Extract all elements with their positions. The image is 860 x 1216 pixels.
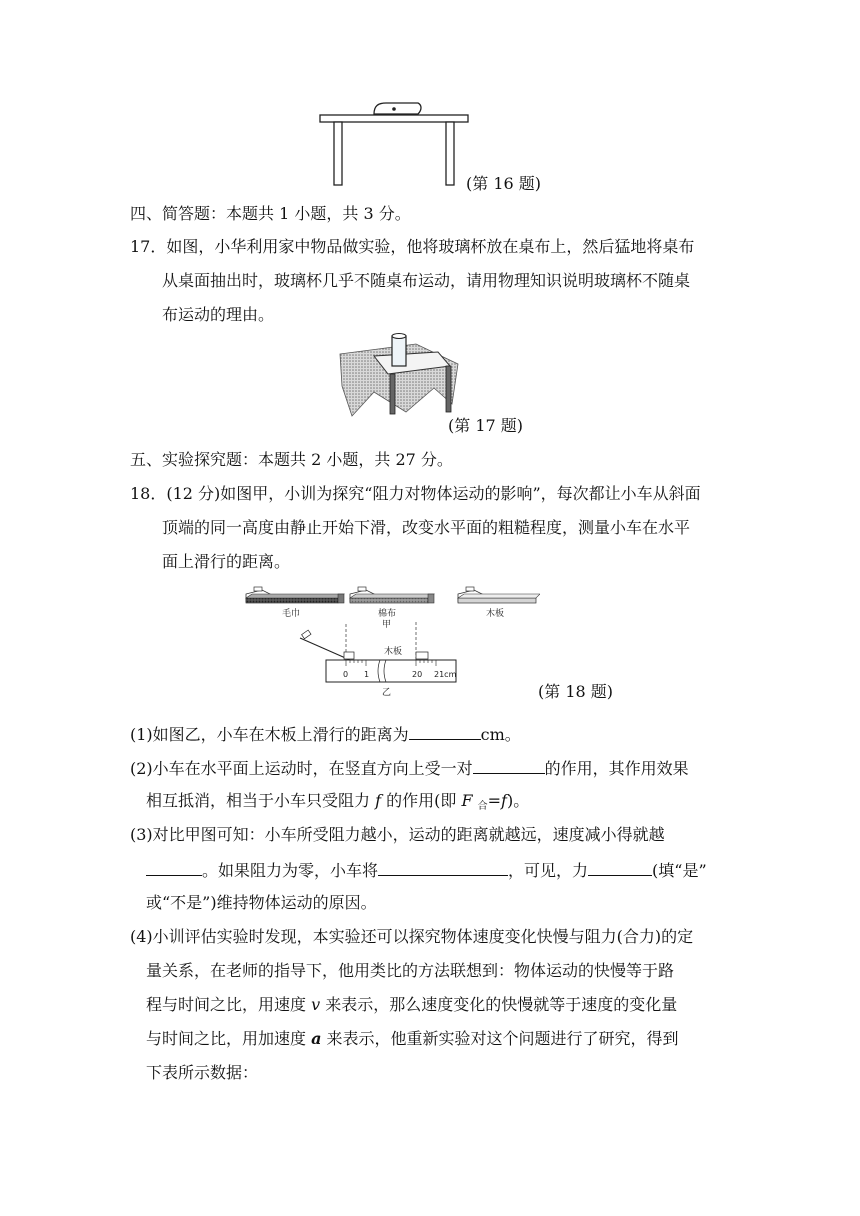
tick-0: 0 xyxy=(343,670,349,679)
q18-part2-end: )。 xyxy=(506,791,530,810)
q18-part2-f2: f xyxy=(501,791,507,810)
q18-part2-text-c: 相互抵消，相当于小车只受阻力 xyxy=(146,791,376,810)
q18-part3-line2 xyxy=(146,859,707,881)
q17-line1: 17．如图，小华利用家中物品做实验，他将玻璃杯放在桌布上，然后猛地将桌布 xyxy=(130,237,695,256)
q18-part4-line3 xyxy=(146,995,677,1015)
q18-part4-text-4a: 与时间之比，用加速度 xyxy=(146,1029,312,1048)
q18-part2-line1 xyxy=(130,757,689,779)
q18-part3-blank2[interactable] xyxy=(378,859,508,876)
q18-line3: 面上滑行的距离。 xyxy=(162,552,291,571)
q18-part3-text-d: (填“是” xyxy=(652,861,707,880)
label-yi: 乙 xyxy=(382,688,392,698)
q18-part4-line5: 下表所示数据： xyxy=(146,1063,259,1082)
q18-part4-text-3b: 来表示，那么速度变化的快慢就等于速度的变化量 xyxy=(320,995,678,1014)
q18-part4-text-3a: 程与时间之比，用速度 xyxy=(146,995,312,1014)
fig17-caption: (第 17 题) xyxy=(448,416,524,435)
q17-line3: 布运动的理由。 xyxy=(162,305,275,324)
setup-cotton xyxy=(350,587,434,603)
tick-1: 1 xyxy=(364,670,370,679)
q18-part2-text-a: (2)小车在水平面上运动时，在竖直方向上受一对 xyxy=(130,759,473,778)
q18-part1-text: (1)如图乙，小车在木板上滑行的距离为 xyxy=(130,725,409,744)
q18-part2-sub: 合 xyxy=(477,801,488,812)
label-jia: 甲 xyxy=(382,620,392,630)
q18-part2-text-d: 的作用(即 xyxy=(381,791,462,810)
q18-part1-blank[interactable] xyxy=(409,723,481,740)
q18-part2-eq: = xyxy=(487,791,502,810)
q18-part2-text-b: 的作用，其作用效果 xyxy=(544,759,689,778)
q18-part3-blank1[interactable] xyxy=(146,859,202,876)
q18-line1: 18．(12 分)如图甲，小训为探究“阻力对物体运动的影响”，每次都让小车从斜面 xyxy=(130,484,701,503)
q18-part4-v: v xyxy=(311,995,321,1014)
q18-part4-line4 xyxy=(146,1029,679,1049)
q18-part4-line2: 量关系，在老师的指导下，他用类比的方法联想到：物体运动的快慢等于路 xyxy=(146,961,675,980)
fig18-caption: (第 18 题) xyxy=(538,682,614,701)
setup-board xyxy=(458,587,540,603)
label-muban2: 木板 xyxy=(384,647,403,657)
q18-part3-text-c: ，可见，力 xyxy=(508,861,589,880)
q17-line2: 从桌面抽出时，玻璃杯几乎不随桌布运动，请用物理知识说明玻璃杯不随桌 xyxy=(162,271,691,290)
fig16-caption: (第 16 题) xyxy=(466,174,542,193)
q18-part1-unit: cm。 xyxy=(480,725,521,744)
q18-part3-line3: 或“不是”)维持物体运动的原因。 xyxy=(146,893,377,912)
q18-part2-f: f xyxy=(375,791,382,810)
q18-part2-blank[interactable] xyxy=(473,757,545,774)
q18-part3-text-b: 。如果阻力为零，小车将 xyxy=(202,861,379,880)
fig16-table-illustration xyxy=(318,100,470,190)
q18-line2: 顶端的同一高度由静止开始下滑，改变水平面的粗糙程度，测量小车在水平 xyxy=(162,518,691,537)
tick-20: 20 xyxy=(412,670,423,679)
setup-towel xyxy=(246,587,344,603)
q18-part3-line1: (3)对比甲图可知：小车所受阻力越小，运动的距离就越远，速度减小得就越 xyxy=(130,825,665,844)
q18-part4-line1: (4)小训评估实验时发现，本实验还可以探究物体速度变化快慢与阻力(合力)的定 xyxy=(130,927,694,946)
q18-part4-a: a xyxy=(311,1029,322,1048)
section4-heading: 四、简答题：本题共 1 小题，共 3 分。 xyxy=(130,204,411,223)
fig17-tablecloth-illustration xyxy=(334,330,464,420)
incline-ruler-setup xyxy=(300,622,457,698)
label-maojin: 毛巾 xyxy=(282,609,301,619)
q18-part2-F: F xyxy=(461,791,473,810)
q18-part2-line2 xyxy=(146,791,529,817)
tick-21cm: 21cm xyxy=(434,670,457,679)
label-mianbu: 棉布 xyxy=(378,609,397,619)
q18-part4-text-4b: 来表示，他重新实验对这个问题进行了研究，得到 xyxy=(321,1029,679,1048)
label-muban: 木板 xyxy=(486,609,505,619)
section5-heading: 五、实验探究题：本题共 2 小题，共 27 分。 xyxy=(130,450,453,469)
q18-part3-blank3[interactable] xyxy=(588,859,652,876)
fig18-illustration xyxy=(240,582,540,700)
q18-part1 xyxy=(130,723,521,745)
